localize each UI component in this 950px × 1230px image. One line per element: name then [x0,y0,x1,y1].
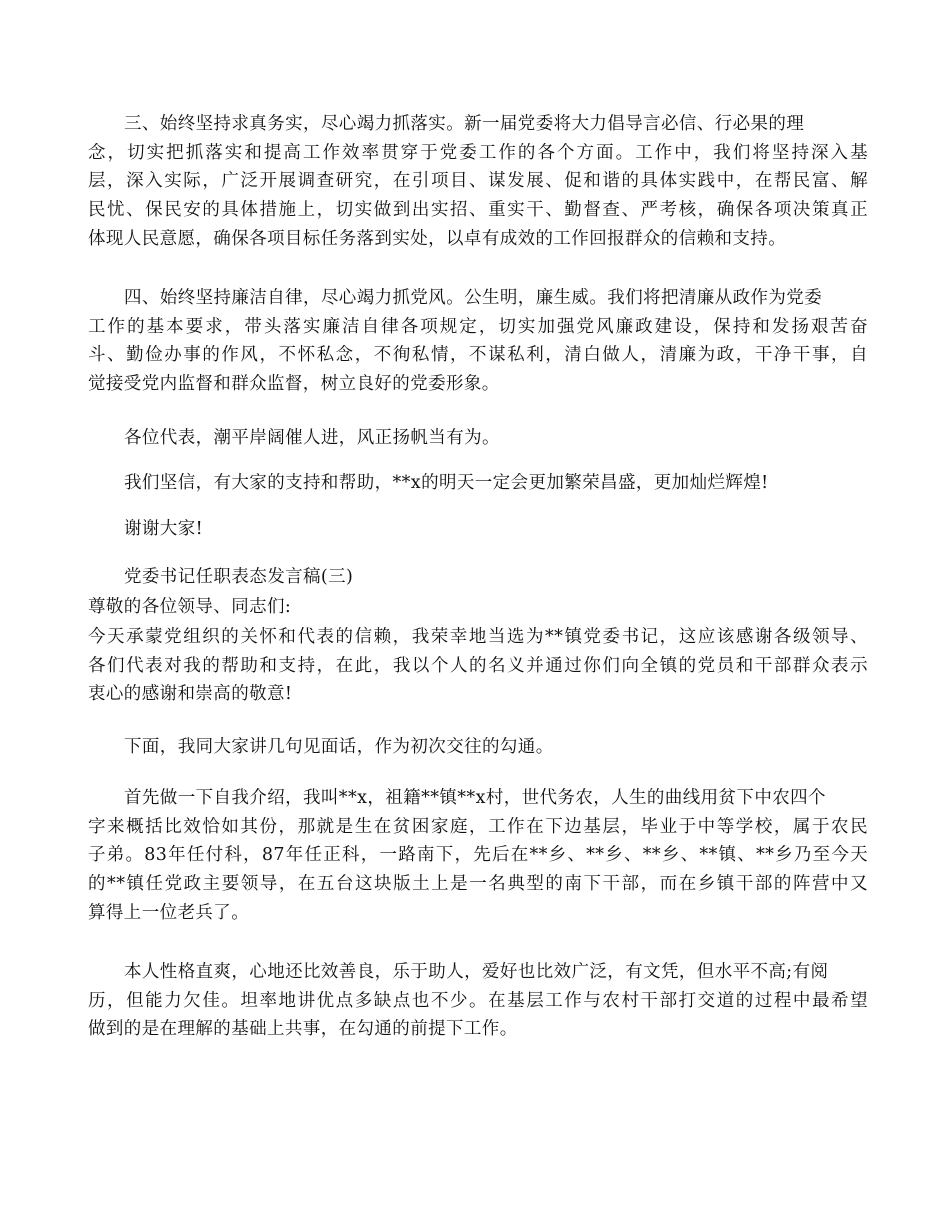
speech-title-text: 党委书记任职表态发言稿(三) [124,567,354,587]
paragraph-10 [88,784,868,927]
paragraph-line: 四、始终坚持廉洁自律，尽心竭力抓党风。公生明，廉生威。我们将把清廉从政作为党委 [124,288,823,308]
paragraph-line: 各们代表对我的帮助和支持，在此，我以个人的名义并通过你们向全镇的党员和干部群众表示 [88,655,868,676]
paragraph-line: 各位代表，潮平岸阔催人进，风正扬帆当有为。 [124,428,500,448]
paragraph-line: 觉接受党内监督和群众监督，树立良好的党委形象。 [88,374,500,395]
paragraph-3 [88,424,868,453]
paragraph-line: 子弟。83年任付科，87年任正科，一路南下，先后在**乡、**乡、**乡、**镇、**乡乃至今天 [88,845,868,866]
paragraph-line: 斗、勤俭办事的作风，不怀私念，不徇私情，不谋私利，清白做人，清廉为政，干净干事，自 [88,345,868,366]
salutation-text: 尊敬的各位领导、同志们: [88,597,292,617]
paragraph-line: 下面，我同大家讲几句见面话，作为初次交往的勾通。 [124,737,554,757]
paragraph-line: 我们坚信，有大家的支持和帮助，**x的明天一定会更加繁荣昌盛，更加灿烂辉煌! [124,473,769,493]
paragraph-9 [88,733,868,762]
paragraph-1 [88,110,868,253]
paragraph-line: 念，切实把抓落实和提高工作效率贯穿于党委工作的各个方面。工作中，我们将坚持深入基 [88,142,868,163]
paragraph-5 [88,515,868,544]
paragraph-line: 谢谢大家! [124,519,204,539]
paragraph-line: 的**镇任党政主要领导，在五台这块版土上是一名典型的南下干部，而在乡镇干部的阵营中又 [88,874,868,895]
paragraph-line: 层，深入实际，广泛开展调查研究，在引项目、谋发展、促和谐的具体实践中，在帮民富、解 [88,171,868,192]
paragraph-line: 本人性格直爽，心地还比效善良，乐于助人，爱好也比效广泛，有文凭，但水平不高;有阅 [124,962,829,982]
paragraph-line: 历，但能力欠佳。坦率地讲优点多缺点也不少。在基层工作与农村干部打交道的过程中最希望 [88,990,868,1011]
paragraph-line: 三、始终坚持求真务实，尽心竭力抓落实。新一届党委将大力倡导言必信、行必果的理 [124,114,805,134]
paragraph-line: 工作的基本要求，带头落实廉洁自律各项规定，切实加强党风廉政建设，保持和发扬艰苦奋 [88,316,868,337]
paragraph-8 [88,623,868,709]
paragraph-line: 做到的是在理解的基础上共事，在勾通的前提下工作。 [88,1019,518,1040]
paragraph-4 [88,469,868,498]
paragraph-line: 衷心的感谢和崇高的敬意! [88,684,293,705]
paragraph-11 [88,958,868,1044]
paragraph-line: 首先做一下自我介绍，我叫**x，祖籍**镇**x村，世代务农，人生的曲线用贫下中农四个 [124,788,826,808]
paragraph-line: 字来概括比效恰如其份，那就是生在贫困家庭，工作在下边基层，毕业于中等学校，属于农民 [88,816,868,837]
paragraph-2 [88,284,868,399]
paragraph-line: 民忧、保民安的具体措施上，切实做到出实招、重实干、勤督查、严考核，确保各项决策真正 [88,200,868,221]
salutation [88,593,868,622]
paragraph-line: 今天承蒙党组织的关怀和代表的信赖，我荣幸地当选为**镇党委书记，这应该感谢各级领导、 [88,627,868,647]
paragraph-line: 算得上一位老兵了。 [88,902,250,923]
paragraph-line: 体现人民意愿，确保各项目标任务落到实处，以卓有成效的工作回报群众的信赖和支持。 [88,228,787,249]
speech-title [88,563,868,592]
